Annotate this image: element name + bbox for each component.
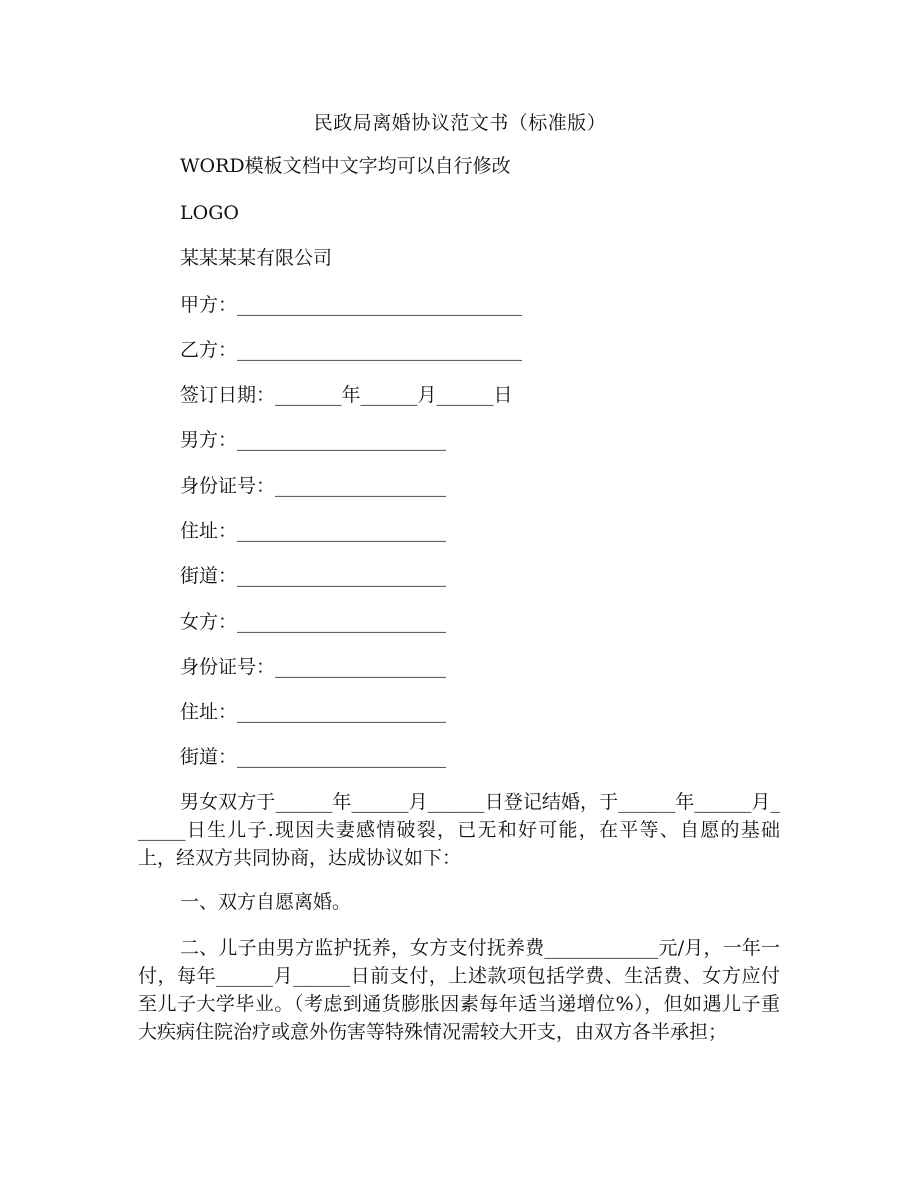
party-b-field: 乙方：______________________________ xyxy=(180,339,523,361)
clause-1: 一、双方自愿离婚。 xyxy=(180,891,352,913)
logo-placeholder: LOGO xyxy=(180,202,239,224)
company-name: 某某某某有限公司 xyxy=(180,247,333,269)
document-title: 民政局离婚协议范文书（标准版） xyxy=(313,112,607,134)
female-id-field: 身份证号：__________________ xyxy=(180,656,447,678)
intro-paragraph: 男女双方于______年______月______日登记结婚，于______年______月______日生儿子.现因夫妻感情破裂，已无和好可能，在平等、自愿的基础上，经双方共同协商，达成协议如下： xyxy=(138,791,780,869)
male-name-field: 男方：______________________ xyxy=(180,429,447,451)
clause-2: 二、儿子由男方监护抚养，女方支付抚养费____________元/月，一年一付，每年______月______日前支付，上述款项包括学费、生活费、女方应付至儿子大学毕业。（考虑到通货膨胀因素每年适当递增位%），但如遇儿子重大疾病住院治疗或意外伤害等特殊情况需较大开支，由双方各半承担； xyxy=(138,937,780,1043)
female-address-field: 住址：______________________ xyxy=(180,701,447,723)
female-street-field: 街道：______________________ xyxy=(180,746,447,768)
party-a-field: 甲方：______________________________ xyxy=(180,294,523,316)
sign-date-field: 签订日期：_______年______月______日 xyxy=(180,384,513,406)
male-street-field: 街道：______________________ xyxy=(180,565,447,587)
female-name-field: 女方：______________________ xyxy=(180,611,447,633)
male-id-field: 身份证号：__________________ xyxy=(180,475,447,497)
template-note: WORD模板文档中文字均可以自行修改 xyxy=(180,155,511,177)
male-address-field: 住址：______________________ xyxy=(180,520,447,542)
